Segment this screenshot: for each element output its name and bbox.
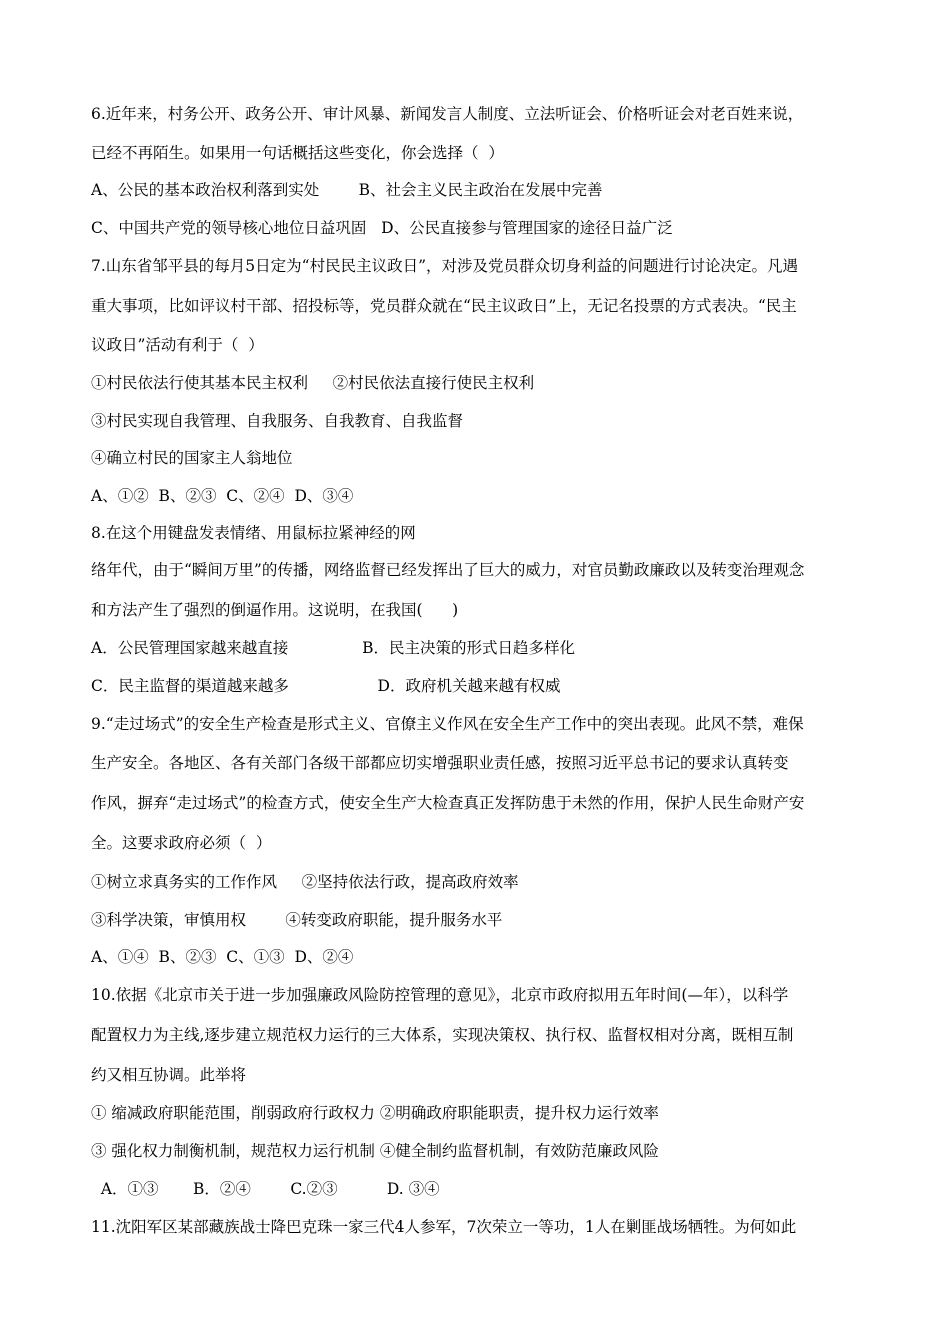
q6-options-cd: C、中国共产党的领导核心地位日益巩固 D、公民直接参与管理国家的途径日益广泛 xyxy=(91,219,673,237)
q7-stem-line3: 议政日”活动有利于（ ） xyxy=(91,336,264,354)
q7-stem-line2: 重大事项，比如评议村干部、招投标等，党员群众就在“民主议政日”上，无记名投票的方式表决。“民主 xyxy=(91,297,797,315)
q9-stem-line1: 9.“走过场式”的安全生产检查是形式主义、官僚主义作风在安全生产工作中的突出表现。此风不禁，难保 xyxy=(91,715,804,733)
q10-item-1-2: ① 缩减政府职能范围，削弱政府行政权力 ②明确政府职能职责，提升权力运行效率 xyxy=(91,1104,659,1122)
q8-stem-line1: 8.在这个用键盘发表情绪、用鼠标拉紧神经的网 xyxy=(91,524,416,542)
q8-options-ab: A．公民管理国家越来越直接 B．民主决策的形式日趋多样化 xyxy=(91,639,575,657)
q8-stem-line3: 和方法产生了强烈的倒逼作用。这说明，在我国( ) xyxy=(91,601,459,619)
q7-item-3: ③村民实现自我管理、自我服务、自我教育、自我监督 xyxy=(91,412,464,430)
q8-stem-line2: 络年代，由于“瞬间万里”的传播，网络监督已经发挥出了巨大的威力，对官员勤政廉政以及转变治理观念 xyxy=(91,561,805,579)
q10-stem-line3: 约又相互协调。此举将 xyxy=(91,1066,247,1084)
q10-answer-options: A．①③ B．②④ C.②③ D. ③④ xyxy=(91,1180,440,1198)
q10-stem-line1: 10.依据《北京市关于进一步加强廉政风险防控管理的意见》，北京市政府拟用五年时间(—年），以科学 xyxy=(91,986,789,1004)
q9-stem-line2: 生产安全。各地区、各有关部门各级干部都应切实增强职业责任感，按照习近平总书记的要求认真转变 xyxy=(91,754,789,772)
q9-item-3-4: ③科学决策，审慎用权 ④转变政府职能，提升服务水平 xyxy=(91,911,503,929)
q7-item-4: ④确立村民的国家主人翁地位 xyxy=(91,449,293,467)
q9-stem-line3: 作风，摒弃“走过场式”的检查方式，使安全生产大检查真正发挥防患于未然的作用，保护人民生命财产安 xyxy=(91,794,805,812)
q7-item-1-2: ①村民依法行使其基本民主权利 ②村民依法直接行使民主权利 xyxy=(91,374,535,392)
q11-stem-line1: 11.沈阳军区某部藏族战士降巴克珠一家三代4人参军，7次荣立一等功，1人在剿匪战场牺牲。为何如此 xyxy=(91,1218,797,1236)
q8-options-cd: C．民主监督的渠道越来越多 D．政府机关越来越有权威 xyxy=(91,677,561,695)
q9-item-1-2: ①树立求真务实的工作作风 ②坚持依法行政，提高政府效率 xyxy=(91,873,519,891)
q10-stem-line2: 配置权力为主线,逐步建立规范权力运行的三大体系，实现决策权、执行权、监督权相对分离，既相互制 xyxy=(91,1026,794,1044)
q9-answer-options: A、①④ B、②③ C、①③ D、②④ xyxy=(91,948,354,966)
q7-answer-options: A、①② B、②③ C、②④ D、③④ xyxy=(91,487,354,505)
q6-options-ab: A、公民的基本政治权利落到实处 B、社会主义民主政治在发展中完善 xyxy=(91,181,603,199)
q9-stem-line4: 全。这要求政府必须（ ） xyxy=(91,834,272,852)
q7-stem-line1: 7.山东省邹平县的每月5日定为“村民民主议政日”，对涉及党员群众切身利益的问题进行讨论决定。凡遇 xyxy=(91,257,799,275)
q6-stem-line1: 6.近年来，村务公开、政务公开、审计风暴、新闻发言人制度、立法听证会、价格听证会对老百姓来说， xyxy=(91,105,804,123)
q6-stem-line2: 已经不再陌生。如果用一句话概括这些变化，你会选择（ ） xyxy=(91,144,504,162)
q10-item-3-4: ③ 强化权力制衡机制，规范权力运行机制 ④健全制约监督机制，有效防范廉政风险 xyxy=(91,1142,659,1160)
